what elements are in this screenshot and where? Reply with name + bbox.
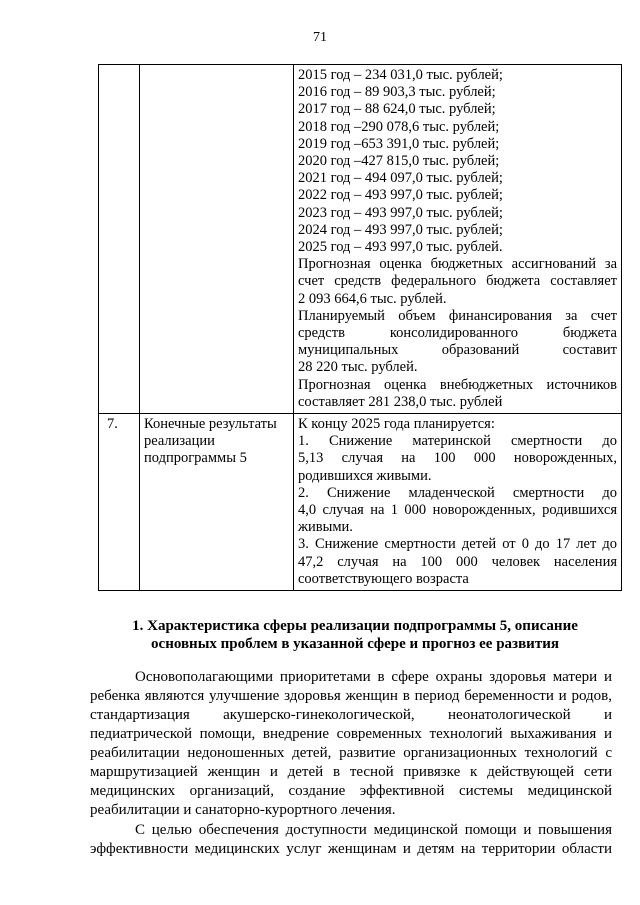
table-row-financing (99, 65, 622, 414)
body-paragraph: Основополагающими приоритетами в сфере охраны здоровья матери и ребенка являются улучшение здоровья женщин в период беременности и родов, стандартизация акушерско-гинекологической, неонатологической и педиатрической помощи, внедрение современных технологий выхаживания и реабилитации недоношенных детей, развитие организационных технологий с маршрутизацией женщин и детей в тесной привязке к действующей сети медицинских организаций, создание эффективной системы медицинской реабилитации и санаторно-курортного лечения. (90, 669, 612, 818)
financing-year-line: 2023 год – 493 997,0 тыс. рублей; (298, 204, 503, 221)
financing-year-line: 2025 год – 493 997,0 тыс. рублей. (298, 239, 503, 256)
body-paragraph: С целью обеспечения доступности медицинской помощи и повышения эффективности медицинских услуг женщинам и детям на территории области (90, 822, 612, 857)
row-name-cell (140, 65, 294, 414)
result-2-text: 4,0 случая на 1 000 новорожденных, родившихся (298, 502, 617, 519)
financing-year-line: 2021 год – 494 097,0 тыс. рублей; (298, 170, 503, 187)
financing-year-line: 2016 год – 89 903,3 тыс. рублей; (298, 84, 496, 101)
financing-year-line: 2020 год –427 815,0 тыс. рублей; (298, 153, 500, 170)
financing-year-line: 2022 год – 493 997,0 тыс. рублей; (298, 187, 503, 204)
municipal-budget-text: 28 220 тыс. рублей. (298, 359, 418, 376)
federal-budget-text: счет средств федерального бюджета составляет (298, 273, 617, 290)
row-name-line: реализации (144, 433, 215, 450)
row-name-line: Конечные результаты (144, 416, 277, 433)
financing-year-line: 2024 год – 493 997,0 тыс. рублей; (298, 221, 503, 238)
row-name-line: подпрограммы 5 (144, 450, 247, 467)
row-number-cell (99, 65, 140, 414)
result-2-text: живыми. (298, 519, 353, 536)
result-3-text: соответствующего возраста (298, 570, 469, 587)
financing-year-line: 2019 год –653 391,0 тыс. рублей; (298, 135, 500, 152)
financing-cell (294, 65, 622, 414)
table-row-final-results (99, 414, 622, 591)
section-body (90, 668, 612, 859)
result-3-text: 3. Снижение смертности детей от 0 до 17 лет до (298, 536, 617, 553)
section-heading (90, 617, 620, 653)
section-heading-line: основных проблем в указанной сфере и прогноз ее развития (151, 636, 559, 652)
federal-budget-text: 2 093 664,6 тыс. рублей. (298, 290, 447, 307)
result-2-text: 2. Снижение младенческой смертности до (298, 484, 617, 501)
subprogram-passport-table (98, 64, 622, 591)
municipal-budget-text: Планируемый объем финансирования за счет (298, 307, 617, 324)
final-results-cell (294, 414, 622, 591)
section-heading-line: 1. Характеристика сферы реализации подпрограммы 5, описание (132, 618, 578, 634)
financing-year-line: 2015 год – 234 031,0 тыс. рублей; (298, 67, 503, 83)
row-name-cell (140, 414, 294, 591)
federal-budget-text: Прогнозная оценка бюджетных ассигнований за (298, 256, 617, 273)
financing-year-line: 2018 год –290 078,6 тыс. рублей; (298, 118, 500, 135)
page-number: 71 (313, 30, 327, 45)
offbudget-sources-text: составляет 281 238,0 тыс. рублей (298, 393, 503, 410)
financing-year-line: 2017 год – 88 624,0 тыс. рублей; (298, 101, 496, 118)
result-1-text: родившихся живыми. (298, 467, 432, 484)
municipal-budget-text: муниципальных образований составит (298, 342, 617, 359)
offbudget-sources-text: Прогнозная оценка внебюджетных источников (298, 376, 617, 393)
result-3-text: 47,2 случая на 100 000 человек населения (298, 553, 617, 570)
result-1-text: 5,13 случая на 100 000 новорожденных, (298, 450, 617, 467)
result-1-text: 1. Снижение материнской смертности до (298, 433, 617, 450)
results-intro: К концу 2025 года планируется: (298, 416, 495, 433)
municipal-budget-text: средств консолидированного бюджета (298, 325, 617, 342)
row-number-cell: 7. (99, 414, 140, 591)
